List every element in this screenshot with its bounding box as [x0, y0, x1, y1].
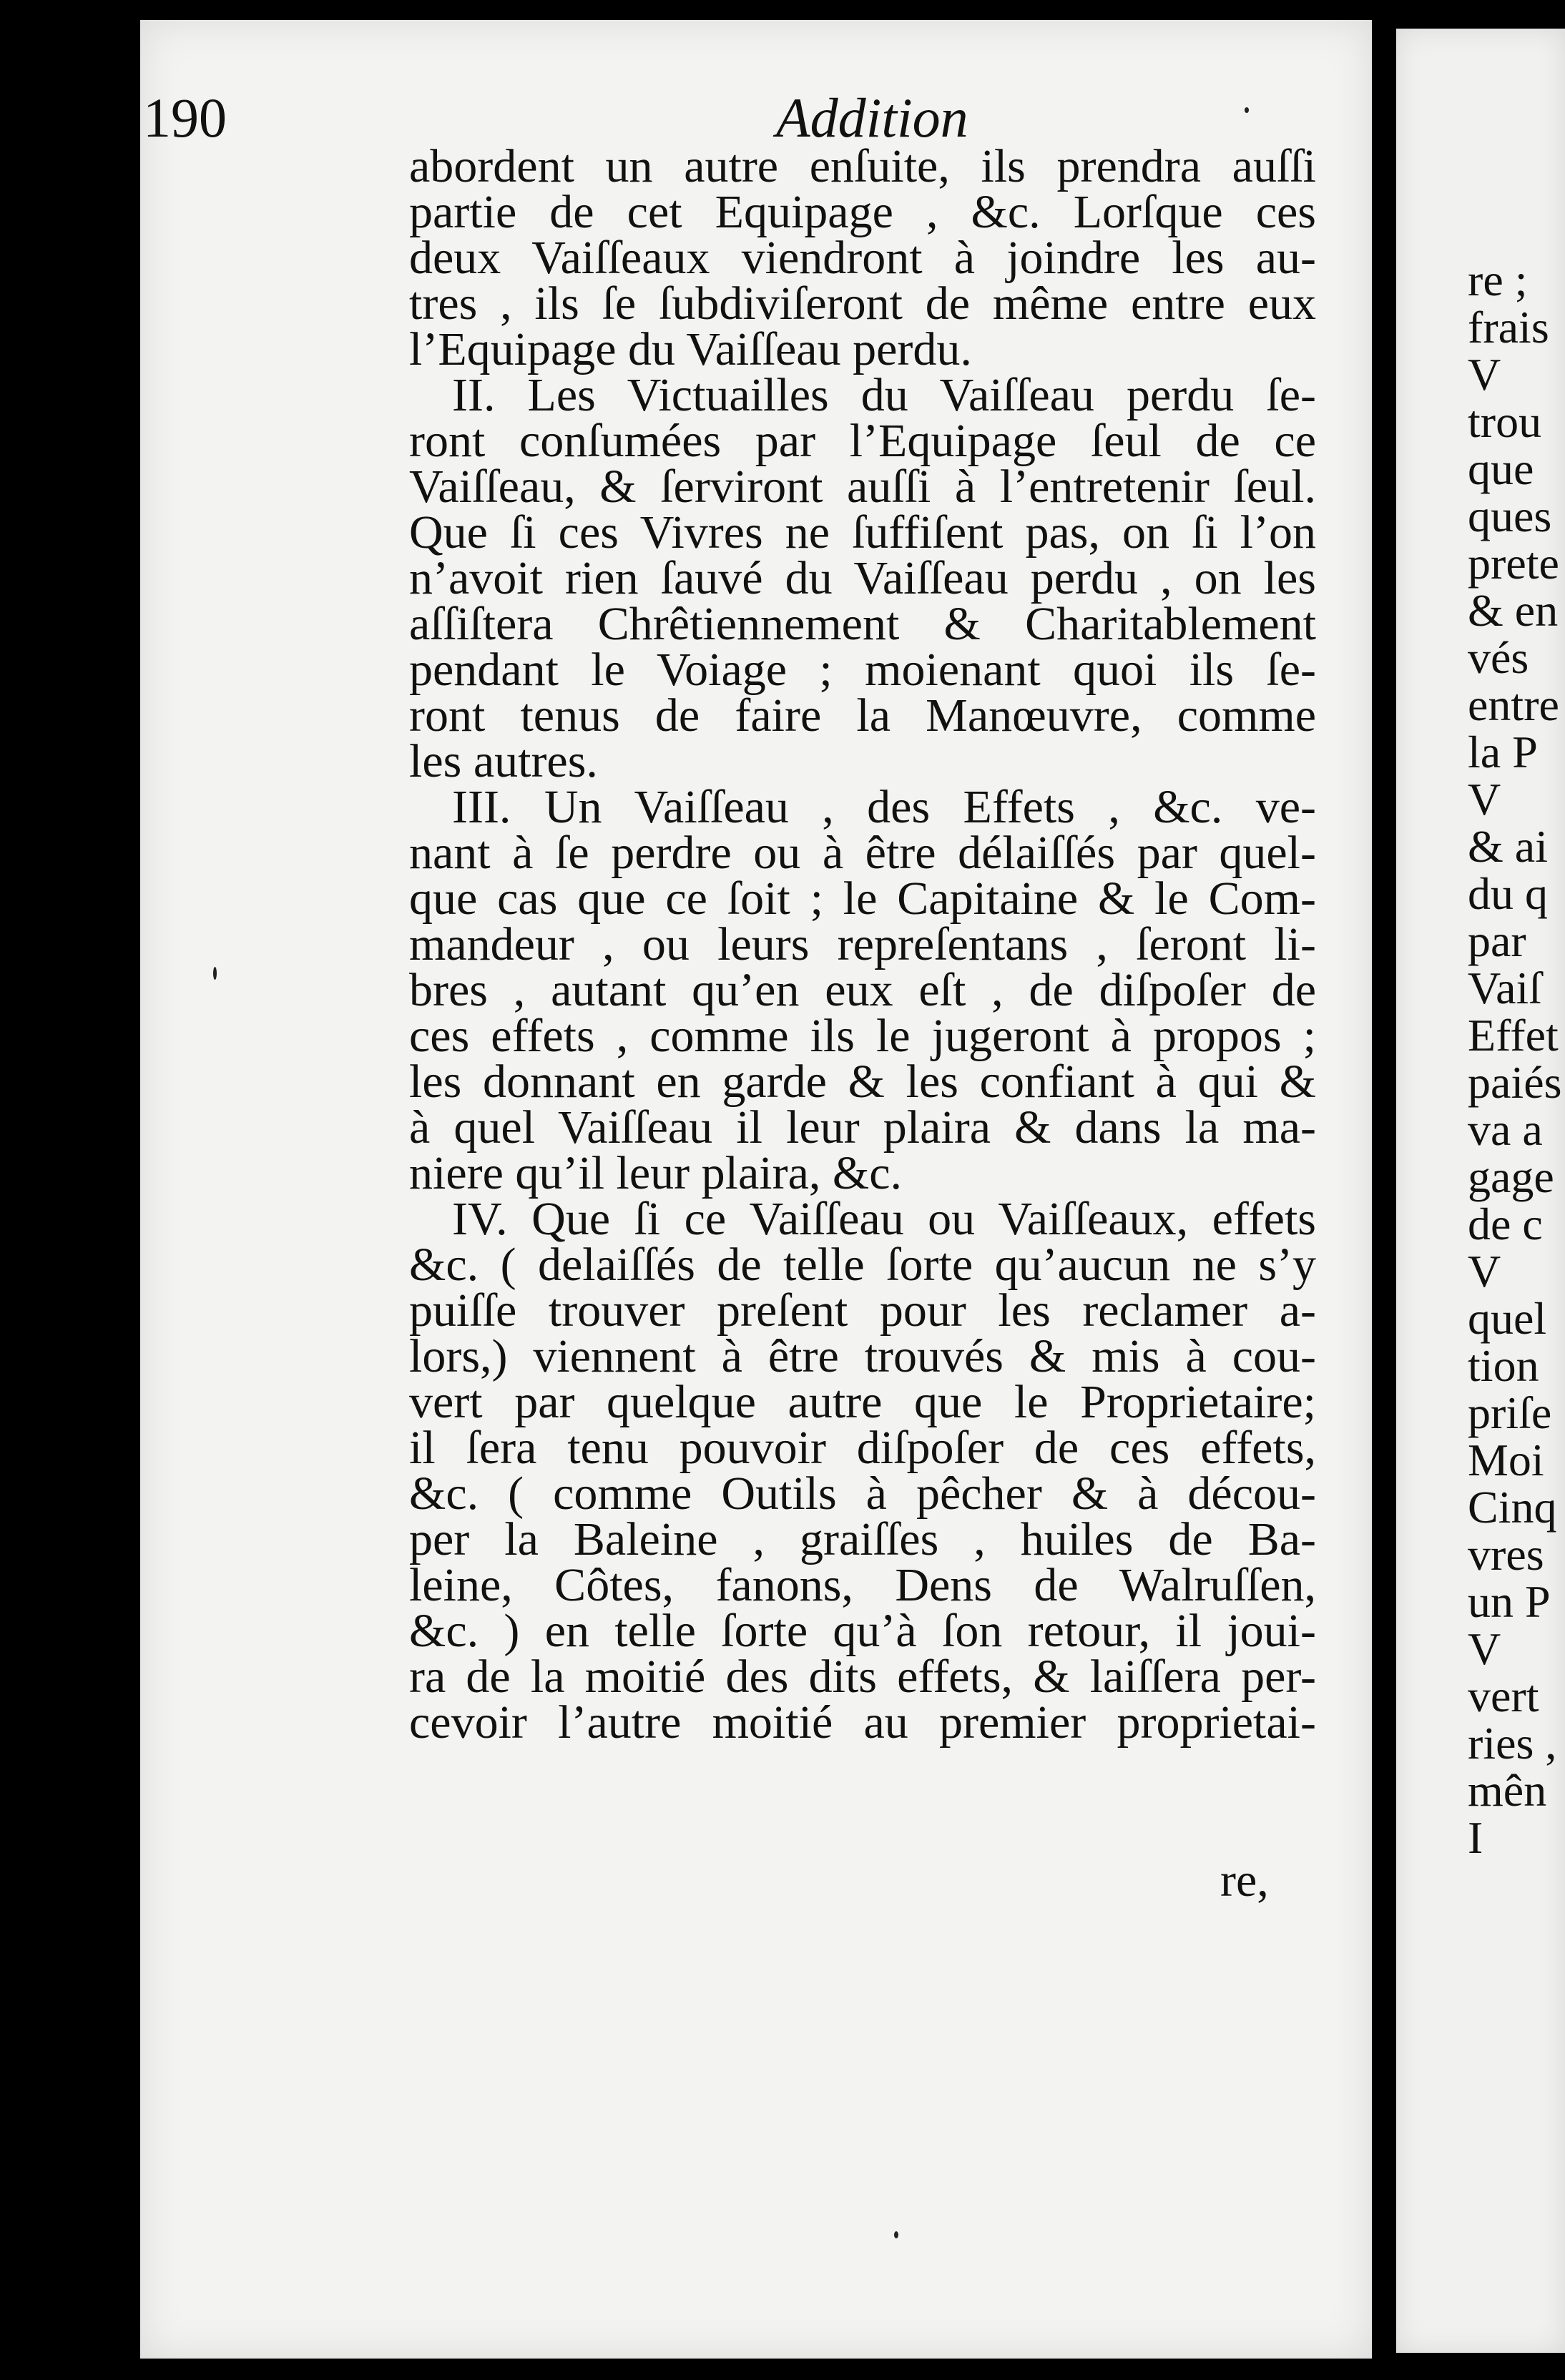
facing-page-line: V — [1468, 774, 1501, 825]
facing-page-line: paiés — [1468, 1057, 1562, 1108]
text-line: n’avoit rien ſauvé du Vaiſſeau perdu , on les — [409, 552, 1316, 604]
text-line: IV. Que ſi ce Vaiſſeau ou Vaiſſeaux, effets — [452, 1193, 1316, 1245]
facing-page-line: prete — [1468, 538, 1559, 589]
facing-page-line: tion — [1468, 1340, 1539, 1391]
facing-page-line: priſe — [1468, 1387, 1552, 1438]
text-line: bres , autant qu’en eux eſt , de diſpoſer de — [409, 964, 1316, 1016]
facing-page-line: du q — [1468, 868, 1548, 919]
catchword: re, — [1220, 1854, 1269, 1907]
text-line: il ſera tenu pouvoir diſpoſer de ces effets, — [409, 1422, 1316, 1474]
text-line: les autres. — [409, 735, 598, 787]
text-line: per la Baleine , graiſſes , huiles de Ba- — [409, 1513, 1316, 1565]
facing-page-line: que — [1468, 443, 1534, 494]
facing-page-line: & en — [1468, 585, 1559, 636]
ink-speck — [894, 2231, 898, 2238]
facing-page-line: mên — [1468, 1765, 1547, 1816]
facing-page-line: entre — [1468, 679, 1559, 730]
text-line: pendant le Voiage ; moienant quoi ils ſe- — [409, 644, 1316, 696]
facing-page-line: Vaiſ — [1468, 963, 1542, 1013]
text-line: tres , ils ſe ſubdiviſeront de même entre eux — [409, 277, 1316, 330]
text-line: vert par quelque autre que le Proprietaire; — [409, 1376, 1316, 1428]
text-line: Vaiſſeau, & ſerviront auſſi à l’entretenir ſeul. — [409, 461, 1316, 513]
facing-page-line: ries , — [1468, 1718, 1557, 1769]
text-line: niere qu’il leur plaira, &c. — [409, 1147, 903, 1199]
facing-page-line: la P — [1468, 727, 1538, 777]
text-line: ront conſumées par l’Equipage ſeul de ce — [409, 415, 1316, 467]
facing-page-line: de c — [1468, 1199, 1543, 1249]
text-line: les donnant en garde & les confiant à qui & — [409, 1056, 1316, 1108]
text-line: l’Equipage du Vaiſſeau perdu. — [409, 323, 972, 375]
running-head: Addition — [776, 87, 968, 149]
text-line: aſſiſtera Chrêtiennement & Charitablement — [409, 598, 1316, 650]
text-line: ces effets , comme ils le jugeront à propos ; — [409, 1010, 1316, 1062]
text-line: que cas que ce ſoit ; le Capitaine & le Com- — [409, 872, 1316, 925]
facing-page-line: Cinq — [1468, 1482, 1557, 1533]
text-line: abordent un autre enſuite, ils prendra auſſi — [409, 140, 1316, 192]
facing-page-line: Effet — [1468, 1010, 1559, 1061]
facing-page-line: re ; — [1468, 255, 1528, 305]
text-line: leine, Côtes, fanons, Dens de Walruſſen, — [409, 1559, 1316, 1611]
facing-page-line: vert — [1468, 1671, 1539, 1721]
facing-page-line: un P — [1468, 1576, 1551, 1627]
ink-speck — [213, 967, 217, 980]
facing-page-line: vés — [1468, 632, 1529, 683]
text-line: &c. ( comme Outils à pêcher & à décou- — [409, 1467, 1316, 1520]
text-line: nant à ſe perdre ou à être délaiſſés par quel- — [409, 827, 1316, 879]
text-line: lors,) viennent à être trouvés & mis à cou- — [409, 1330, 1316, 1382]
facing-page-line: & ai — [1468, 821, 1548, 872]
facing-page-line: Moi — [1468, 1435, 1544, 1485]
page-number: 190 — [143, 87, 227, 149]
ink-speck — [1245, 107, 1249, 113]
facing-page-line: V — [1468, 1246, 1501, 1297]
text-line: cevoir l’autre moitié au premier proprietai- — [409, 1696, 1316, 1749]
facing-page-line: ques — [1468, 491, 1552, 541]
facing-page-line: frais — [1468, 302, 1549, 353]
text-line: partie de cet Equipage , &c. Lorſque ces — [409, 186, 1316, 238]
facing-page-line: par — [1468, 915, 1526, 966]
facing-page-line: trou — [1468, 396, 1542, 447]
text-line: III. Un Vaiſſeau , des Effets , &c. ve- — [452, 781, 1316, 833]
facing-page-line: vres — [1468, 1529, 1544, 1580]
facing-page-line: gage — [1468, 1151, 1554, 1202]
facing-page-line: quel — [1468, 1293, 1547, 1344]
text-line: deux Vaiſſeaux viendront à joindre les au- — [409, 232, 1316, 284]
text-line: Que ſi ces Vivres ne ſuffiſent pas, on ſi l’on — [409, 506, 1316, 559]
text-line: ra de la moitié des dits effets, & laiſſera per- — [409, 1651, 1316, 1703]
text-line: &c. ) en telle ſorte qu’à ſon retour, il joui- — [409, 1605, 1316, 1657]
text-line: à quel Vaiſſeau il leur plaira & dans la ma- — [409, 1101, 1316, 1154]
facing-page-line: I — [1468, 1812, 1483, 1863]
text-line: II. Les Victuailles du Vaiſſeau perdu ſe- — [452, 369, 1316, 421]
text-line: &c. ( delaiſſés de telle ſorte qu’aucun ne s’y — [409, 1239, 1316, 1291]
text-line: puiſſe trouver preſent pour les reclamer a- — [409, 1284, 1316, 1337]
facing-page-line: va a — [1468, 1104, 1543, 1155]
facing-page-line: V — [1468, 1623, 1501, 1674]
text-line: ront tenus de faire la Manœuvre, comme — [409, 689, 1316, 742]
text-line: mandeur , ou leurs repreſentans , ſeront li- — [409, 918, 1316, 970]
facing-page-line: V — [1468, 349, 1501, 400]
